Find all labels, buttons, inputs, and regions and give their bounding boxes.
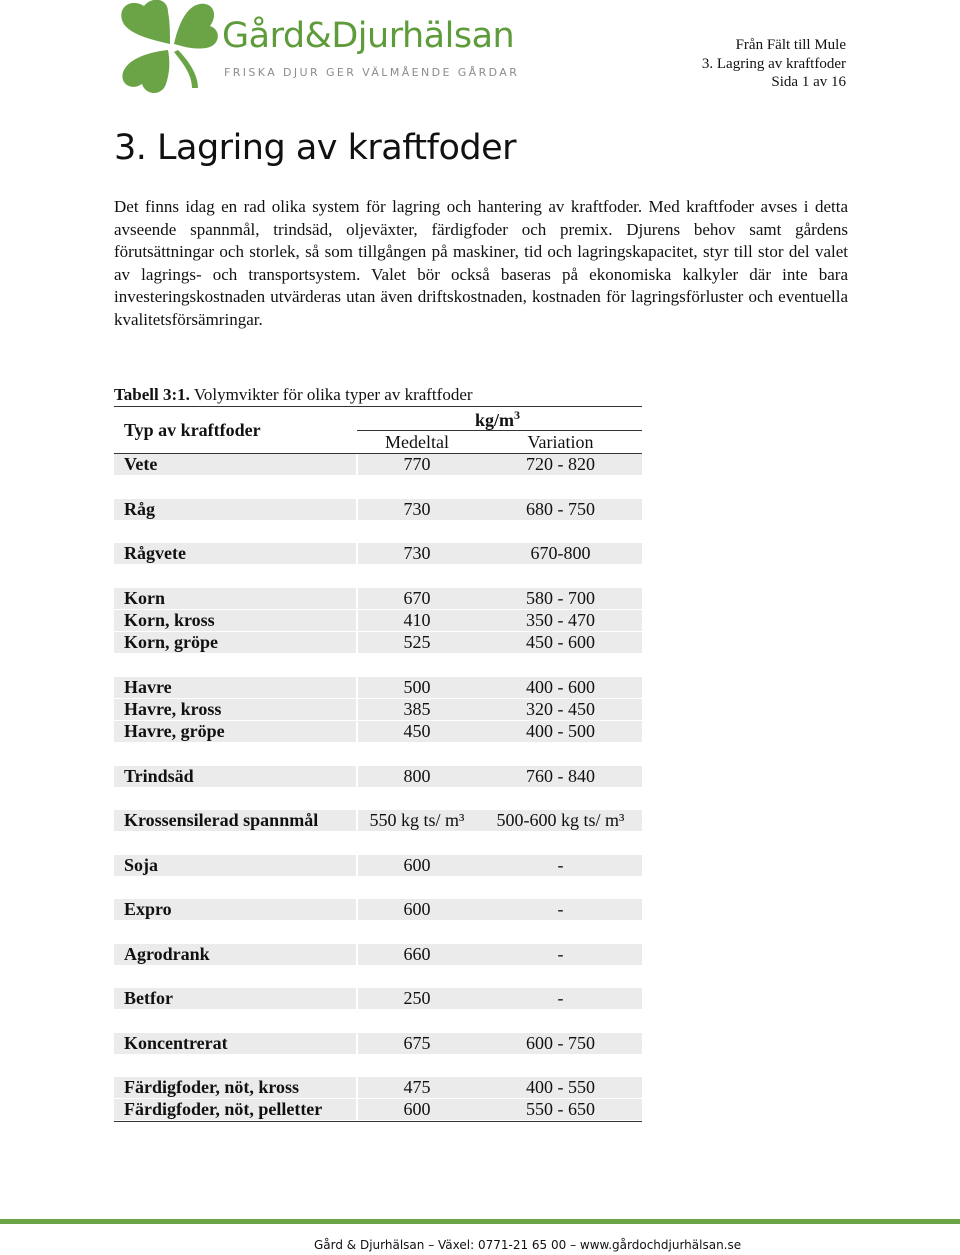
row-mean: 600 <box>403 899 431 919</box>
table-row <box>114 677 642 698</box>
row-variation: 400 - 500 <box>526 721 595 741</box>
row-mean: 670 <box>403 588 431 608</box>
row-variation: 450 - 600 <box>526 632 595 652</box>
table-row <box>114 454 642 475</box>
row-variation: 320 - 450 <box>526 699 595 719</box>
row-mean: 600 <box>403 855 431 875</box>
table-row <box>114 699 642 720</box>
row-variation: - <box>557 899 564 919</box>
row-variation: - <box>557 988 564 1008</box>
row-name: Koncentrerat <box>124 1033 228 1053</box>
logo-name: Gård&Djurhälsan <box>222 16 515 56</box>
row-variation: 350 - 470 <box>526 610 595 630</box>
table-row <box>114 1099 642 1120</box>
row-variation: 760 - 840 <box>526 766 595 786</box>
footer-rule <box>0 1219 960 1224</box>
table-row <box>114 810 642 831</box>
table-row <box>114 543 642 564</box>
row-mean: 410 <box>403 610 431 630</box>
table-row <box>114 988 642 1009</box>
row-mean: 525 <box>403 632 431 652</box>
row-mean: 450 <box>403 721 431 741</box>
row-name: Agrodrank <box>124 944 210 964</box>
row-variation: - <box>557 855 564 875</box>
row-mean: 800 <box>403 766 431 786</box>
row-name: Soja <box>124 855 159 875</box>
table-row <box>114 588 642 609</box>
row-variation: 670-800 <box>530 543 591 563</box>
table-row <box>114 944 642 965</box>
row-mean: 770 <box>403 454 431 474</box>
row-name: Betfor <box>124 988 173 1008</box>
col-header-type: Typ av kraftfoder <box>124 420 261 440</box>
row-mean: 660 <box>403 944 431 964</box>
footer-contact: Gård & Djurhälsan – Växel: 0771-21 65 00 – www.gårdochdjurhälsan.se <box>314 1238 742 1252</box>
row-name: Korn, gröpe <box>124 632 218 652</box>
row-mean: 730 <box>403 543 431 563</box>
row-mean: 475 <box>403 1077 431 1097</box>
row-variation: 720 - 820 <box>526 454 595 474</box>
table-top-rule <box>114 406 642 407</box>
row-name: Trindsäd <box>124 766 194 786</box>
row-variation: 580 - 700 <box>526 588 595 608</box>
row-variation: 500-600 kg ts/ m³ <box>496 810 625 830</box>
intro-paragraph: Det finns idag en rad olika system för lagring och hantering av kraftfoder. Med kraftfoder avses i detta avseende spannmål, trindsäd, oljeväxter, färdigfoder och premix. Djurens behov samt gårdens förutsättningar och storlek, så som tillgången på maskiner, tid och lagringskapacitet, styr till stor del valet av lagrings- och transportsystem. Valet bör också baseras på ekonomiska kalkyler där inte bara investeringskostnaden utvärderas utan även driftskostnaden, kostnaden för lagringsförluster och eventuella kvalitetsförsämringar. <box>114 197 848 329</box>
row-mean: 600 <box>403 1099 431 1119</box>
row-variation: 550 - 650 <box>526 1099 595 1119</box>
table-row <box>114 632 642 653</box>
table-row <box>114 855 642 876</box>
col-header-variation: Variation <box>527 432 594 452</box>
row-name: Rågvete <box>124 543 186 563</box>
row-mean: 500 <box>403 677 431 697</box>
table-bottom-rule <box>114 1121 642 1122</box>
row-name: Färdigfoder, nöt, pelletter <box>124 1099 323 1119</box>
row-name: Korn, kross <box>124 610 215 630</box>
row-variation: 680 - 750 <box>526 499 595 519</box>
row-name: Havre, kross <box>124 699 222 719</box>
running-header <box>702 36 846 92</box>
row-mean: 675 <box>403 1033 431 1053</box>
table-caption-text: Volymvikter för olika typer av kraftfoder <box>193 385 473 404</box>
chapter-title: 3. Lagring av kraftfoder <box>114 128 517 168</box>
row-name: Havre <box>124 677 172 697</box>
row-name: Expro <box>124 899 172 919</box>
table-caption-label: Tabell 3:1. <box>114 385 190 404</box>
row-variation: 400 - 600 <box>526 677 595 697</box>
table-row <box>114 899 642 920</box>
table-row <box>114 1033 642 1054</box>
row-mean: 550 kg ts/ m³ <box>369 810 465 830</box>
table-row <box>114 1077 642 1098</box>
row-variation: 600 - 750 <box>526 1033 595 1053</box>
unit-rule <box>357 430 642 431</box>
table-caption <box>114 385 473 405</box>
row-mean: 250 <box>403 988 431 1008</box>
row-name: Färdigfoder, nöt, kross <box>124 1077 300 1097</box>
table-row <box>114 499 642 520</box>
row-variation: 400 - 550 <box>526 1077 595 1097</box>
row-name: Vete <box>124 454 158 474</box>
row-name: Korn <box>124 588 166 608</box>
row-mean: 385 <box>403 699 431 719</box>
logo-tagline: FRISKA DJUR GER VÄLMÅENDE GÅRDAR <box>224 66 520 79</box>
row-name: Havre, gröpe <box>124 721 225 741</box>
table-row <box>114 721 642 742</box>
row-variation: - <box>557 944 564 964</box>
row-mean: 730 <box>403 499 431 519</box>
col-header-unit: $kg/m^3$ <box>475 408 521 430</box>
table-row <box>114 610 642 631</box>
table-row <box>114 766 642 787</box>
row-name: Råg <box>124 499 155 519</box>
doc-title: Från Fält till Mule <box>735 37 846 53</box>
section-name: 3. Lagring av kraftfoder <box>701 55 846 72</box>
col-header-mean: Medeltal <box>385 432 449 452</box>
page-number: Sida 1 av 16 <box>771 74 846 90</box>
row-name: Krossensilerad spannmål <box>124 810 319 830</box>
